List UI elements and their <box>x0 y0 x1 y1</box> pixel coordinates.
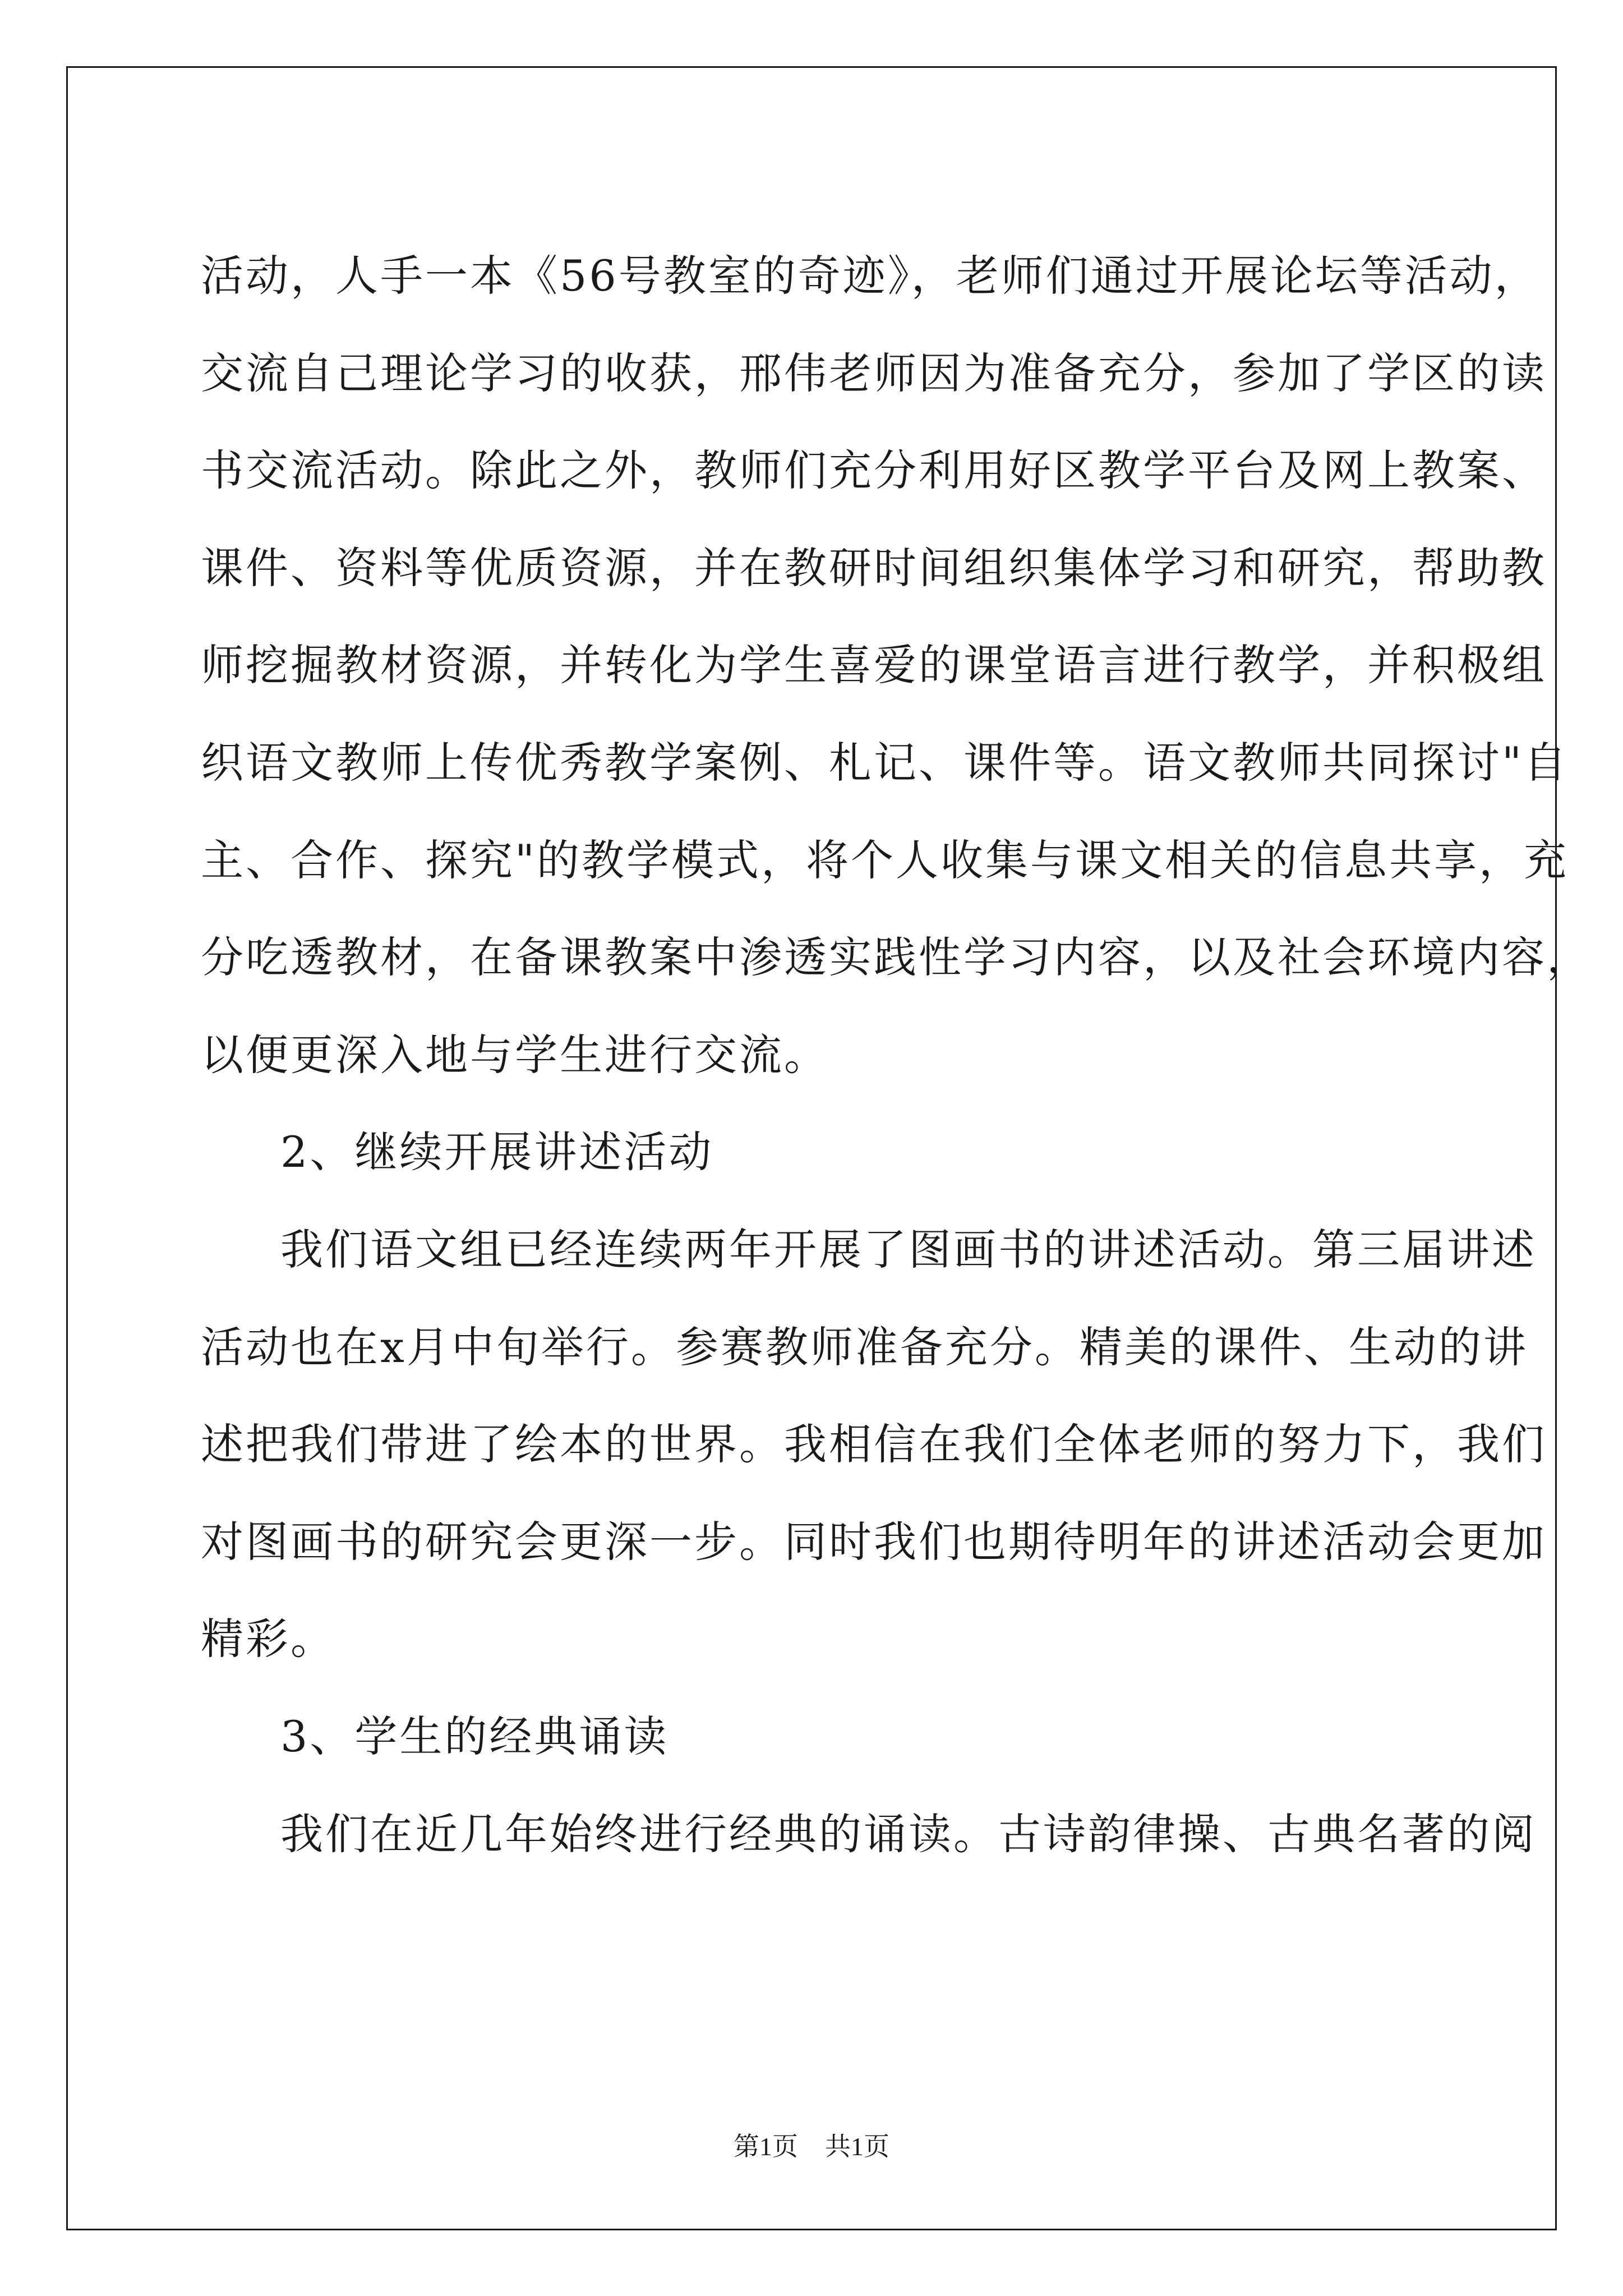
paragraph-line: 以便更深入地与学生进行交流。 <box>201 1029 829 1080</box>
paragraph-line: 活动也在x月中旬举行。参赛教师准备充分。精美的课件、生动的讲 <box>201 1322 1528 1372</box>
section-heading: 2、继续开展讲述活动 <box>280 1127 714 1177</box>
paragraph-line: 织语文教师上传优秀教学案例、札记、课件等。语文教师共同探讨"自 <box>201 737 1569 788</box>
paragraph-line: 书交流活动。除此之外，教师们充分利用好区教学平台及网上教案、 <box>201 445 1547 496</box>
paragraph-line: 交流自己理论学习的收获，邢伟老师因为准备充分，参加了学区的读 <box>201 348 1547 398</box>
paragraph-line: 述把我们带进了绘本的世界。我相信在我们全体老师的努力下，我们 <box>201 1419 1547 1470</box>
paragraph-line: 活动，人手一本《56号教室的奇迹》，老师们通过开展论坛等活动， <box>201 251 1539 301</box>
page-footer <box>0 2126 1623 2163</box>
page-number-total: 共1页 <box>825 2132 889 2161</box>
page-number-current: 第1页 <box>734 2132 798 2161</box>
paragraph-line: 我们在近几年始终进行经典的诵读。古诗韵律操、古典名著的阅 <box>280 1809 1537 1859</box>
paragraph-line: 分吃透教材，在备课教案中渗透实践性学习内容，以及社会环境内容， <box>201 932 1592 983</box>
paragraph-line: 师挖掘教材资源，并转化为学生喜爱的课堂语言进行教学，并积极组 <box>201 640 1547 691</box>
paragraph-line: 我们语文组已经连续两年开展了图画书的讲述活动。第三届讲述 <box>280 1224 1537 1274</box>
document-body <box>201 227 1592 1883</box>
paragraph-line: 课件、资料等优质资源，并在教研时间组织集体学习和研究，帮助教 <box>201 542 1547 593</box>
paragraph-line: 主、合作、探究"的教学模式，将个人收集与课文相关的信息共享，充 <box>201 835 1569 885</box>
paragraph-line: 精彩。 <box>201 1614 335 1664</box>
paragraph-line: 对图画书的研究会更深一步。同时我们也期待明年的讲述活动会更加 <box>201 1516 1547 1567</box>
section-heading: 3、学生的经典诵读 <box>280 1711 669 1761</box>
